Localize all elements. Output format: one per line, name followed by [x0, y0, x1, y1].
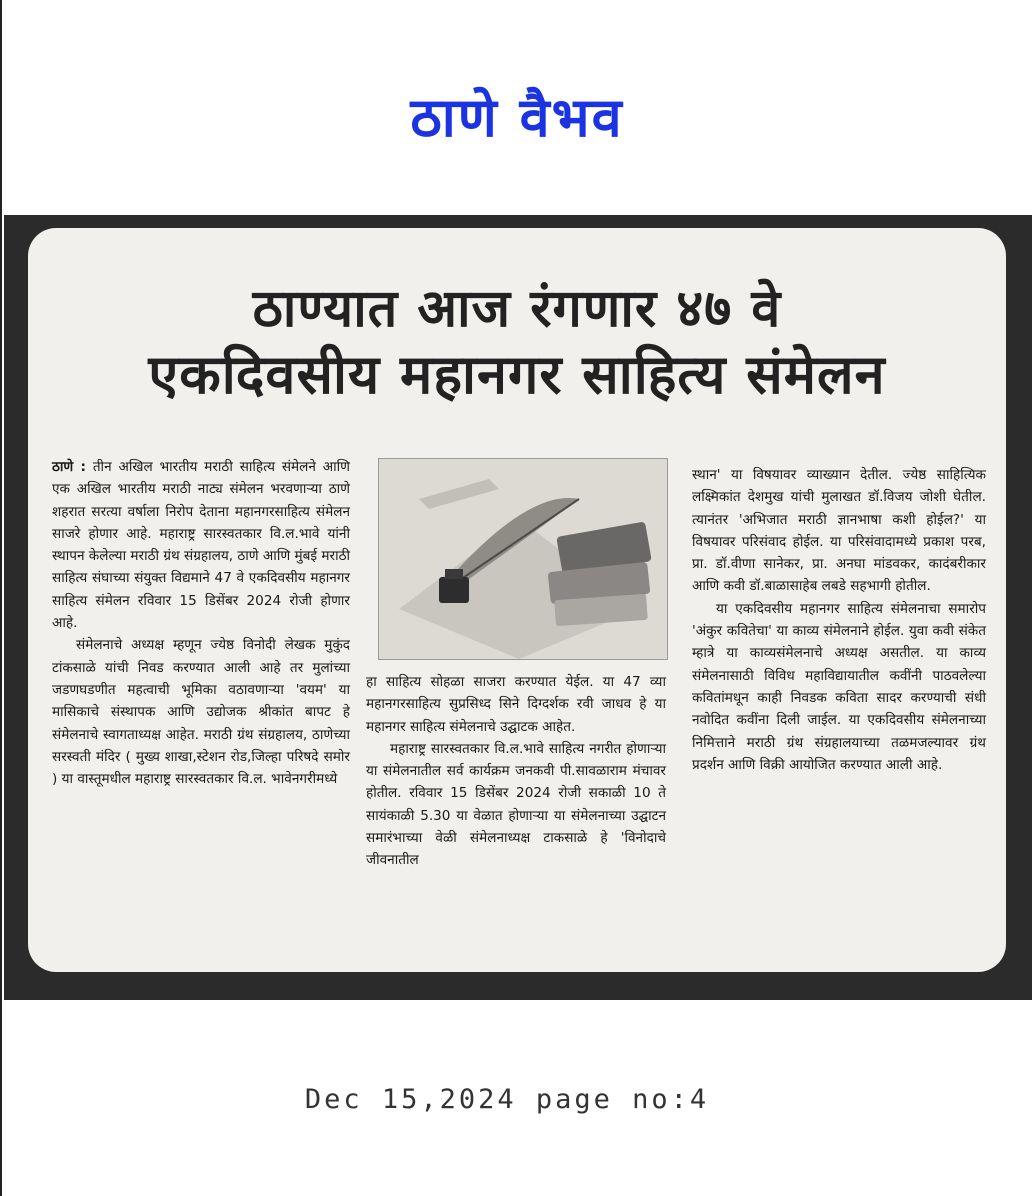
article-illustration [378, 458, 668, 660]
article-column-2 [366, 671, 666, 872]
article-headline [28, 276, 1006, 408]
newspaper-clipping [28, 228, 1006, 972]
paragraph: तीन अखिल भारतीय मराठी साहित्य संमेलने आणि एक अखिल भारतीय मराठी नाट्य संमेलन भरवणाऱ्या ठाणे शहरात सरत्या वर्षाला निरोप देताना महानगरसाहित्य संमेलन साजरे होणार आहे. महाराष्ट्र सारस्वतकार वि.ल.भावे यांनी स्थापन केलेल्या मराठी ग्रंथ संग्रहालय, ठाणे आणि मुंबई मराठी साहित्य संघाच्या संयुक्त विद्यमाने 47 वे एकदिवसीय महानगर साहित्य संमेलन रविवार 15 डिसेंबर 2024 रोजी होणार आहे. [52, 459, 351, 632]
paragraph: संमेलनाचे अध्यक्ष म्हणून ज्येष्ठ विनोदी लेखक मुकुंद टांकसाळे यांची निवड करण्यात आली आहे तर मुलांच्या जडणघडणीत महत्वाची भूमिका वठावणाऱ्या 'वयम' या मासिकाचे संस्थापक आणि उद्योजक श्रीकांत बापट हे संमेलनाचे स्वागताध्यक्ष आहेत. मराठी ग्रंथ संग्रहालय, ठाणेच्या सरस्वती मंदिर ( मुख्य शाखा,स्टेशन रोड,जिल्हा परिषदे समोर ) या वास्तूमधील महाराष्ट्र सारस्वतकार वि.ल. भावेनगरीमध्ये [52, 637, 350, 788]
dateline: ठाणे : [52, 459, 86, 475]
headline-line-1: ठाण्यात आज रंगणार ४७ वे [252, 279, 782, 339]
article-column-3 [692, 464, 986, 776]
left-border [0, 0, 2, 1196]
quill-inkpot-books-illustration [379, 459, 667, 659]
paragraph: स्थान' या विषयावर व्याख्यान देतील. ज्येष्ठ साहित्यिक लक्ष्मिकांत देशमुख यांची मुलाखत डॉ.विजय जोशी घेतील. त्यानंतर 'अभिजात मराठी ज्ञानभाषा कशी होईल?' या विषयावर परिसंवाद होईल. या परिसंवादामध्ये प्रकाश परब, प्रा. डॉ.वीणा सानेकर, प्रा. अनघा मांडवकर, कादंबरीकार आणि कवी डॉ.बाळासाहेब लबडे सहभागी होतील. [692, 467, 986, 595]
paragraph: या एकदिवसीय महानगर साहित्य संमेलनाचा समारोप 'अंकुर कवितेचा' या काव्य संमेलनाने होईल. युवा कवी संकेत म्हात्रे या काव्यसंमेलनाचे अध्यक्ष असतील. या काव्य संमेलनासाठी विविध महाविद्यायातील कवींनी पाठवलेल्या कवितांमधून काही निवडक कविता सादर करण्याची संधी नवोदित कवींना दिली जाईल. या एकदिवसीय संमेलनाच्या निमित्ताने मराठी ग्रंथ संग्रहालयाच्या तळमजल्यावर ग्रंथ प्रदर्शन आणि विक्री आयोजित करण्यात आली आहे. [692, 600, 986, 773]
date-page-caption: Dec 15,2024 page no:4 [304, 1084, 710, 1115]
paragraph: हा साहित्य सोहळा साजरा करण्यात येईल. या 47 व्या महानगरसाहित्य सुप्रसिध्द सिने दिग्दर्शक रवी जाधव हे या महानगर साहित्य संमेलनाचे उद्घाटक आहेत. [366, 674, 666, 735]
paragraph: महाराष्ट्र सारस्वतकार वि.ल.भावे साहित्य नगरीत होणाऱ्या या संमेलनातील सर्व कार्यक्रम जनकवी पी.सावळाराम मंचावर होतील. रविवार 15 डिसेंबर 2024 रोजी सकाळी 10 ते सायंकाळी 5.30 या वेळात होणाऱ्या या संमेलनाच्या उद्घाटन समारंभाच्या वेळी संमेलनाध्यक्ष टाकसाळे हे 'विनोदाचे जीवनातील [366, 740, 666, 869]
article-column-1 [52, 456, 350, 790]
headline-line-2: एकदिवसीय महानगर साहित्य संमेलन [148, 343, 886, 406]
masthead-title: ठाणे वैभव [410, 86, 624, 149]
